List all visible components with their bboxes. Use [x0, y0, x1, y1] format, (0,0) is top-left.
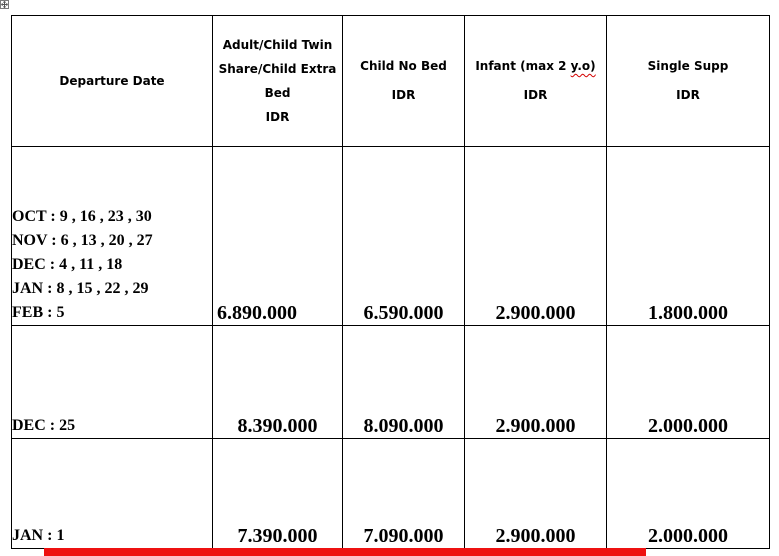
date-line: JAN : 1 [12, 527, 65, 544]
date-line: FEB : 5 [12, 304, 65, 321]
spellcheck-underline: y.o) [570, 59, 596, 73]
table-move-handle[interactable] [0, 0, 9, 9]
date-line: OCT : 9 , 16 , 23 , 30 [12, 208, 152, 225]
twin-price: 7.390.000 [213, 439, 343, 549]
header-row [12, 16, 770, 147]
price-table [11, 15, 770, 549]
infant-price: 2.900.000 [465, 326, 607, 439]
header-infant: Infant (max 2 y.o) IDR [465, 16, 607, 147]
move-arrows-icon [1, 1, 8, 8]
date-line: NOV : 6 , 13 , 20 , 27 [12, 232, 153, 249]
twin-price: 6.890.000 [213, 147, 343, 326]
single-supp-price: 2.000.000 [607, 326, 770, 439]
departure-dates-cell [12, 439, 213, 549]
table-row [12, 147, 770, 326]
infant-price: 2.900.000 [465, 147, 607, 326]
infant-price: 2.900.000 [465, 439, 607, 549]
table-row [12, 326, 770, 439]
date-line: DEC : 25 [12, 417, 76, 434]
date-line: JAN : 8 , 15 , 22 , 29 [12, 280, 149, 297]
table-row [12, 439, 770, 549]
header-twin-share: Adult/Child Twin Share/Child Extra Bed IDR [213, 16, 343, 147]
header-child-no-bed: Child No Bed IDR [343, 16, 465, 147]
twin-price: 8.390.000 [213, 326, 343, 439]
header-single-supp: Single Supp IDR [607, 16, 770, 147]
date-line: DEC : 4 , 11 , 18 [12, 256, 123, 273]
departure-dates-cell [12, 326, 213, 439]
no-bed-price: 8.090.000 [343, 326, 465, 439]
single-supp-price: 2.000.000 [607, 439, 770, 549]
infant-label: Infant (max 2 [475, 59, 571, 73]
red-highlight-bar [44, 548, 646, 556]
header-departure-date: Departure Date [12, 16, 213, 147]
no-bed-price: 6.590.000 [343, 147, 465, 326]
single-supp-price: 1.800.000 [607, 147, 770, 326]
no-bed-price: 7.090.000 [343, 439, 465, 549]
departure-dates-cell [12, 147, 213, 326]
